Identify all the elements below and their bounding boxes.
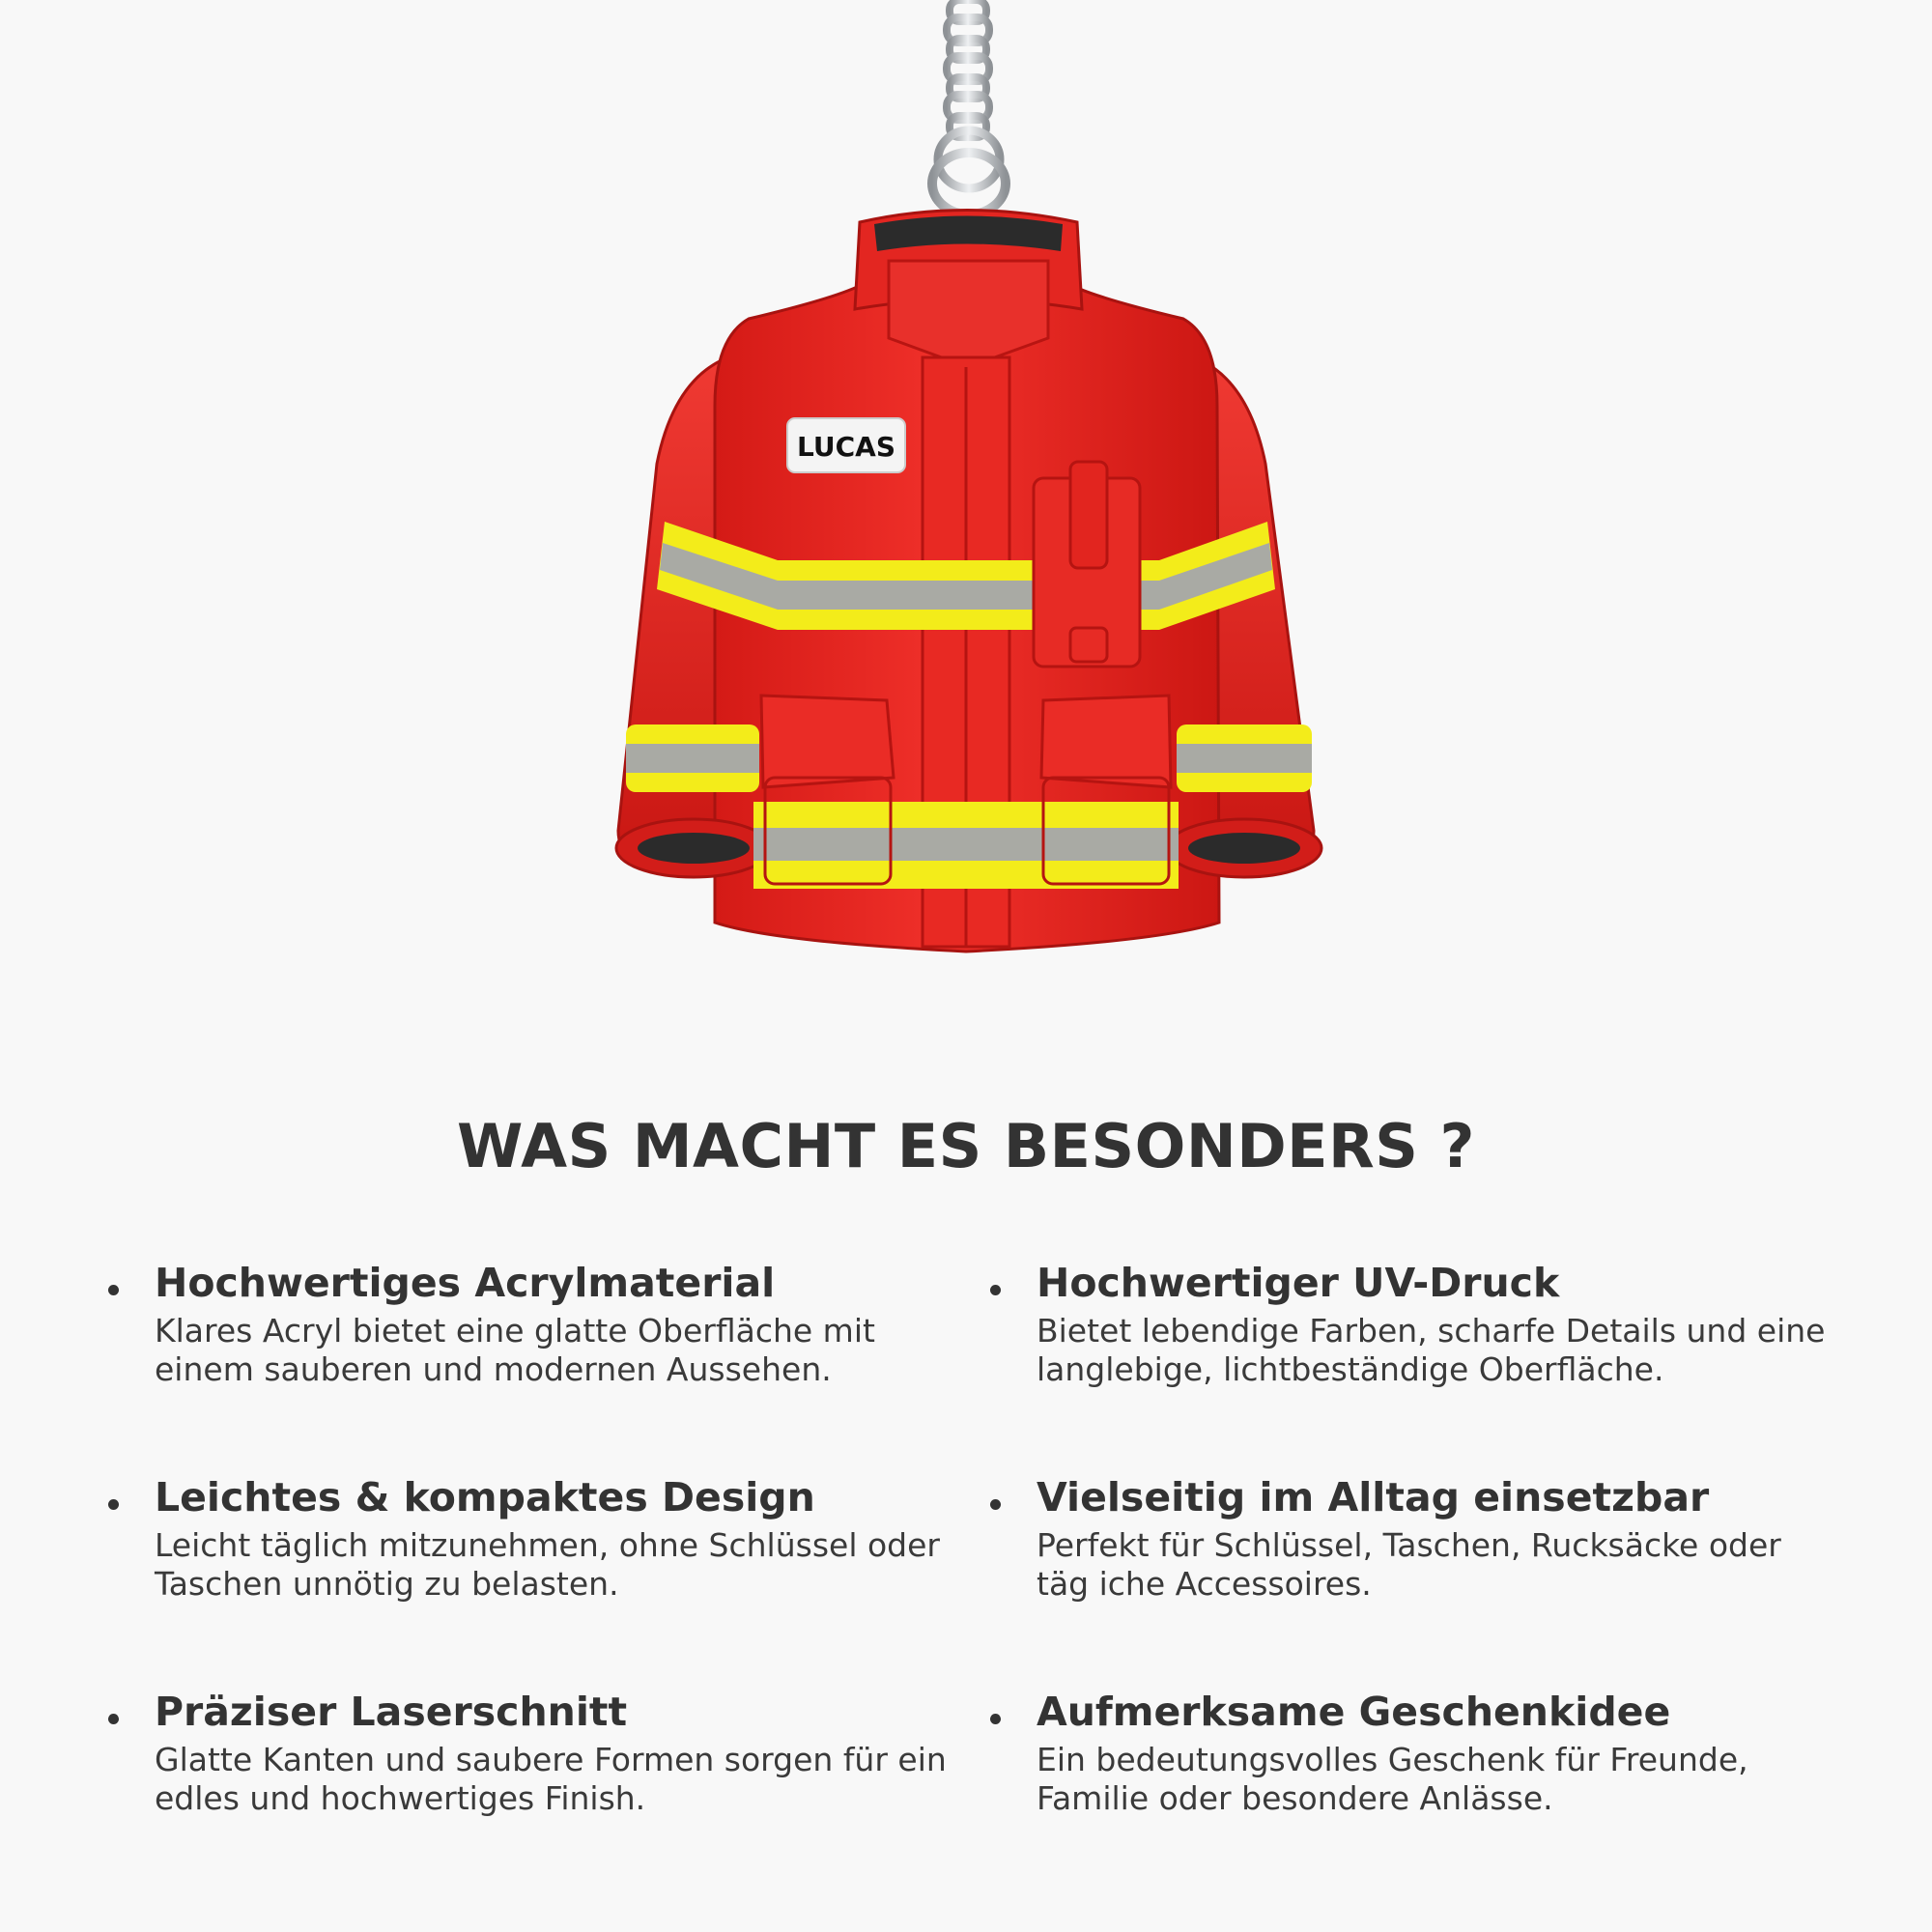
bullet-icon [108,1285,119,1295]
feature-title: Hochwertiger UV-Druck [1037,1260,1560,1306]
feature-title: Hochwertiges Acrylmaterial [155,1260,776,1306]
keychain-icon [932,0,1006,214]
feature-title: Aufmerksame Geschenkidee [1037,1689,1671,1735]
feature-list [106,1256,1864,1899]
name-tag-label: LUCAS [797,431,895,463]
bullet-icon [990,1499,1001,1510]
feature-title: Leichtes & kompaktes Design [155,1474,815,1520]
feature-title: Vielseitig im Alltag einsetzbar [1037,1474,1710,1520]
feature-item-acrylic [106,1256,988,1470]
feature-description: Bietet lebendige Farben, scharfe Details und eine langlebige, lichtbeständige Oberfläche. [1037,1312,1826,1388]
section-headline: WAS MACHT ES BESONDERS ? [457,1111,1475,1181]
firefighter-jacket-icon [616,211,1321,952]
feature-title: Präziser Laserschnitt [155,1689,628,1735]
feature-item-laser-cut [106,1685,988,1899]
feature-description: Ein bedeutungsvolles Geschenk für Freunde, Familie oder besondere Anlässe. [1037,1741,1748,1817]
bullet-icon [990,1714,1001,1724]
feature-description: Perfekt für Schlüssel, Taschen, Rucksäcke oder täg iche Accessoires. [1037,1526,1781,1603]
feature-item-everyday-use [988,1470,1864,1685]
feature-item-gift-idea [988,1685,1864,1899]
feature-item-uv-print [988,1256,1864,1470]
bullet-icon [990,1285,1001,1295]
bullet-icon [108,1499,119,1510]
bullet-icon [108,1714,119,1724]
feature-item-compact-design [106,1470,988,1685]
feature-description: Leicht täglich mitzunehmen, ohne Schlüssel oder Taschen unnötig zu belasten. [155,1526,940,1603]
feature-description: Klares Acryl bietet eine glatte Oberfläche mit einem sauberen und modernen Aussehen. [155,1312,875,1388]
feature-description: Glatte Kanten und saubere Formen sorgen für ein edles und hochwertiges Finish. [155,1741,947,1817]
